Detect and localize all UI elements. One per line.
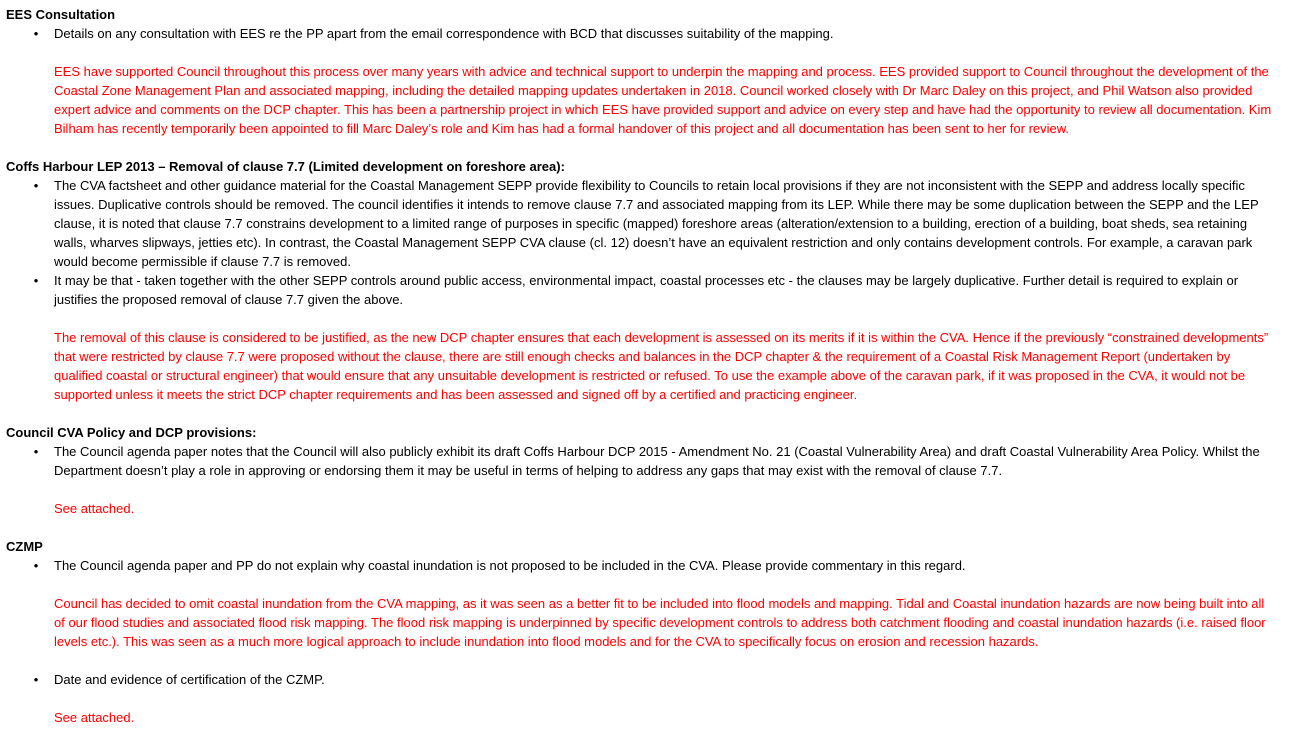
item-text: The Council agenda paper and PP do not explain why coastal inundation is not proposed to be included in the CVA. Please provide commentary in this regard.	[54, 558, 966, 573]
bullet-icon: •	[33, 444, 39, 459]
spacer	[6, 138, 1277, 157]
list-item	[6, 670, 1277, 689]
item-text: The Council agenda paper notes that the Council will also publicly exhibit its draft Coffs Harbour DCP 2015 - Amendment No. 21 (Coastal Vulnerability Area) and draft Coastal Vulnerability Area Policy. Whilst the Department doesn’t play a role in approving or endorsing them it may be useful in terms of helping to address any gaps that may exist with the removal of clause 7.7.	[54, 444, 1260, 478]
bullet-icon: •	[33, 273, 39, 288]
item-text: The CVA factsheet and other guidance material for the Coastal Management SEPP provide flexibility to Councils to retain local provisions if they are not inconsistent with the SEPP and address locally specific issues. Duplicative controls should be removed. The council identifies it intends to remove clause 7.7 and associated mapping from its LEP. While there may be some duplication between the SEPP and the LEP clause, it is noted that clause 7.7 constrains development to a limited range of purposes in specific (mapped) foreshore areas (alteration/extension to a building, erection of a building, boat sheds, sea retaining walls, wharves slipways, jetties etc). In contrast, the Coastal Management SEPP CVA clause (cl. 12) doesn’t have an equivalent restriction and only contains development controls. For example, a caravan park would become permissible if clause 7.7 is removed.	[54, 178, 1259, 269]
bullet-icon: •	[33, 558, 39, 573]
item-text: Date and evidence of certification of the CZMP.	[54, 672, 325, 687]
item-text: It may be that - taken together with the other SEPP controls around public access, environmental impact, coastal processes etc - the clauses may be largely duplicative. Further detail is required to explain or justifies the proposed removal of clause 7.7 given the above.	[54, 273, 1239, 307]
council-response: EES have supported Council throughout this process over many years with advice and technical support to underpin the mapping and process. EES provided support to Council throughout the development of the Coastal Zone Management Plan and associated mapping, including the detailed mapping updates undertaken in 2018. Council worked closely with Dr Marc Daley on this project, and Phil Watson also provided expert advice and comments on the DCP chapter. This has been a partnership project in which EES have provided support and advice on every step and have had the opportunity to review all documentation. Kim Bilham has recently temporarily been appointed to fill Marc Daley’s role and Kim has had a formal handover of this project and all documentation has been sent to her for review.	[54, 64, 1272, 136]
bullet-list	[6, 442, 1277, 480]
list-item	[6, 24, 1277, 43]
council-response: See attached.	[54, 710, 135, 725]
section-lep-clause-removal	[6, 157, 1277, 404]
bullet-list	[6, 24, 1277, 43]
section-czmp	[6, 537, 1277, 727]
spacer	[6, 43, 1277, 62]
council-response: The removal of this clause is considered to be justified, as the new DCP chapter ensures that each development is assessed on its merits if it is within the CVA. Hence if the previously “constrained developments” that were restricted by clause 7.7 were proposed without the clause, there are still enough checks and balances in the DCP chapter & the requirement of a Coastal Risk Management Report (undertaken by qualified coastal or structural engineer) that would ensure that any unsuitable development is restricted or refused. To use the example above of the caravan park, if it was proposed in the CVA, it would not be supported unless it meets the strict DCP chapter requirements and has been assessed and signed off by a certified and practicing engineer.	[54, 330, 1269, 402]
list-item	[6, 176, 1277, 271]
spacer	[6, 689, 1277, 708]
list-item	[6, 442, 1277, 480]
bullet-list	[6, 670, 1277, 689]
council-response: See attached.	[54, 501, 135, 516]
section-heading: Coffs Harbour LEP 2013 – Removal of clause 7.7 (Limited development on foreshore area):	[6, 159, 565, 174]
list-item	[6, 271, 1277, 309]
section-heading: EES Consultation	[6, 7, 116, 22]
spacer	[6, 480, 1277, 499]
bullet-list	[6, 556, 1277, 575]
section-heading: CZMP	[6, 539, 43, 554]
list-item	[6, 556, 1277, 575]
section-cva-policy	[6, 423, 1277, 518]
spacer	[6, 575, 1277, 594]
section-heading: Council CVA Policy and DCP provisions:	[6, 425, 257, 440]
council-response: Council has decided to omit coastal inundation from the CVA mapping, as it was seen as a better fit to be included into flood models and mapping. Tidal and Coastal inundation hazards are now being built into all of our flood studies and associated flood risk mapping. The flood risk mapping is underpinned by specific development controls to address both catchment flooding and coastal inundation hazards (i.e. raised floor levels etc.). This was seen as a much more logical approach to include inundation into flood models and for the CVA to specifically focus on erosion and recession hazards.	[54, 596, 1266, 649]
bullet-icon: •	[33, 26, 39, 41]
spacer	[6, 518, 1277, 537]
item-text: Details on any consultation with EES re the PP apart from the email correspondence with BCD that discusses suitability of the mapping.	[54, 26, 834, 41]
bullet-list	[6, 176, 1277, 309]
spacer	[6, 651, 1277, 670]
spacer	[6, 404, 1277, 423]
section-ees-consultation	[6, 5, 1277, 138]
spacer	[6, 309, 1277, 328]
bullet-icon: •	[33, 672, 39, 687]
bullet-icon: •	[33, 178, 39, 193]
